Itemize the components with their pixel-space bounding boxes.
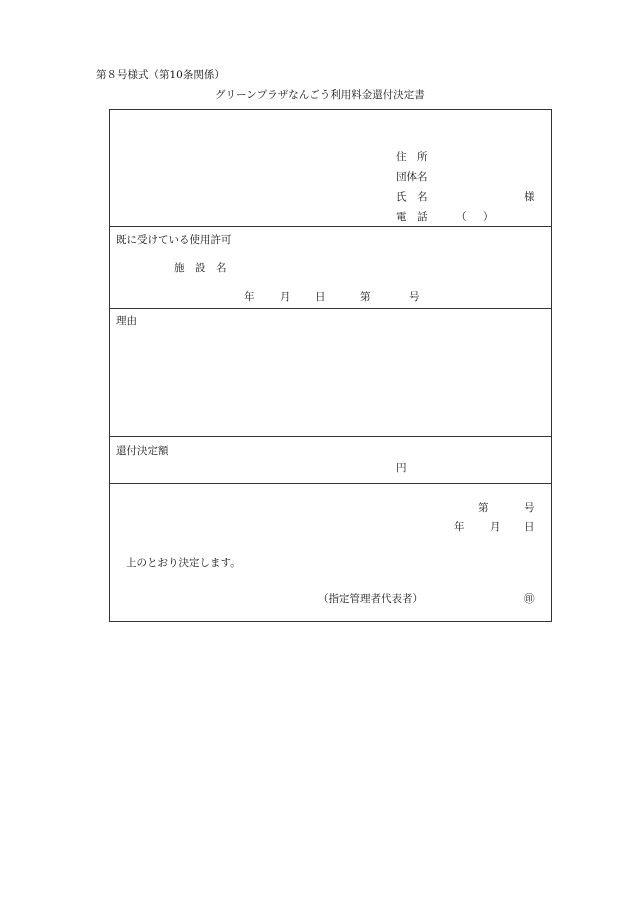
manager-label: （指定管理者代表者） [318, 593, 423, 605]
name-label: 氏 名 [396, 191, 428, 203]
permit-month: 月 [280, 291, 291, 303]
phone-paren-close: ） [483, 211, 494, 223]
decision-dai: 第 [478, 502, 489, 514]
decision-form [109, 109, 552, 622]
divider-reason [110, 436, 551, 437]
divider-applicant [110, 226, 551, 227]
permit-go: 号 [409, 291, 420, 303]
document-title: グリーンプラザなんごう利用料金還付決定書 [215, 89, 425, 101]
decision-statement: 上のとおり決定します。 [126, 557, 241, 569]
address-label: 住 所 [396, 151, 428, 163]
divider-permit [110, 308, 551, 309]
permit-section-label: 既に受けている使用許可 [116, 234, 232, 246]
decision-year: 年 [454, 521, 465, 533]
divider-amount [110, 483, 551, 484]
yen-unit: 円 [396, 462, 407, 474]
phone-paren-open: （ [456, 211, 467, 223]
permit-dai: 第 [360, 291, 371, 303]
honorific-sama: 様 [524, 191, 535, 203]
seal-mark: ㊞ [524, 593, 535, 605]
permit-year: 年 [244, 291, 255, 303]
permit-day: 日 [315, 291, 326, 303]
form-number: 第８号様式（第10条関係） [96, 69, 225, 81]
decision-month: 月 [490, 521, 501, 533]
refund-amount-label: 還付決定額 [116, 445, 169, 457]
decision-go: 号 [524, 502, 535, 514]
reason-label: 理由 [116, 315, 137, 327]
facility-name-label: 施 設 名 [174, 262, 227, 274]
phone-label: 電 話 [396, 211, 428, 223]
group-name-label: 団体名 [396, 171, 428, 183]
decision-day: 日 [524, 521, 535, 533]
